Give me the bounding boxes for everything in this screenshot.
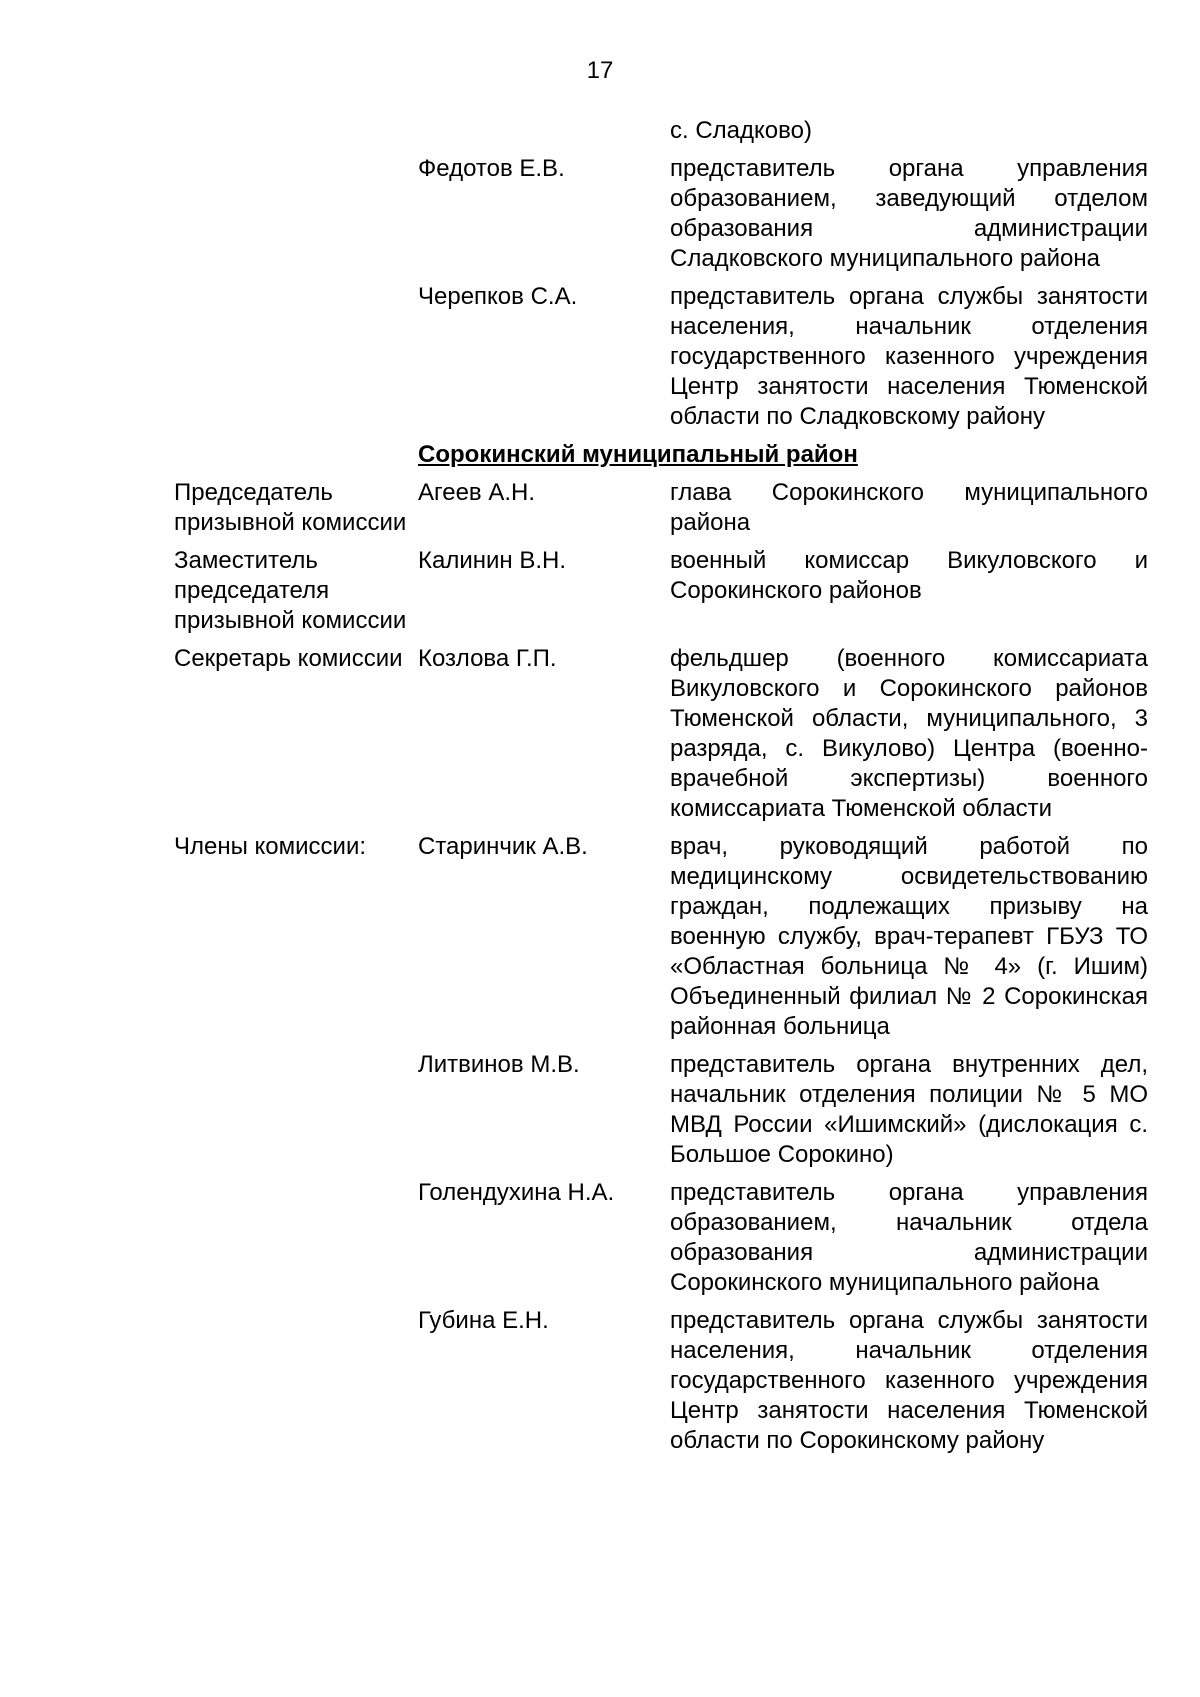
member-description: врач, руководящий работой по медицинскому освидетельствованию граждан, подлежащих призыву на военную службу, врач-терапевт ГБУЗ ТО «Областная больница № 4» (г. Ишим) Объединенный филиал № 2 Сорокинская районная больница [670,833,1148,1040]
continuation-text: с. Сладково) [670,117,812,144]
page-number: 17 [586,57,614,84]
document-body [174,116,1149,1464]
member-role: Председатель призывной комиссии [174,479,407,536]
member-role: Члены комиссии: [174,833,367,860]
member-role: Заместитель председателя призывной комиссии [174,547,407,634]
member-row [174,154,1149,274]
member-row [174,1178,1149,1298]
member-name: Старинчик А.В. [418,833,588,860]
member-name: Голендухина Н.А. [418,1179,615,1206]
member-row [174,1306,1149,1456]
member-row [174,478,1149,538]
member-role: Секретарь комиссии [174,645,403,672]
member-description: военный комиссар Викуловского и Сорокинского районов [670,547,1148,604]
member-description: представитель органа службы занятости населения, начальник отделения государственного казенного учреждения Центр занятости населения Тюменской области по Сладковскому району [670,283,1148,430]
member-row [174,282,1149,432]
member-description: глава Сорокинского муниципального района [670,479,1148,536]
member-row [174,1050,1149,1170]
member-row [174,546,1149,636]
member-name: Литвинов М.В. [418,1051,580,1078]
member-description: представитель органа службы занятости населения, начальник отделения государственного казенного учреждения Центр занятости населения Тюменской области по Сорокинскому району [670,1307,1148,1454]
member-name: Калинин В.Н. [418,547,566,574]
member-description: фельдшер (военного комиссариата Викуловского и Сорокинского районов Тюменской области, муниципального, 3 разряда, с. Викулово) Центра (военно-врачебной экспертизы) военного комиссариата Тюменской области [670,645,1148,822]
member-row [174,832,1149,1042]
member-description: представитель органа внутренних дел, начальник отделения полиции № 5 МО МВД России «Ишимский» (дислокация с. Большое Сорокино) [670,1051,1148,1168]
section-heading: Сорокинский муниципальный район [418,441,858,468]
member-name: Федотов Е.В. [418,155,565,182]
member-description: представитель органа управления образованием, заведующий отделом образования администрации Сладковского муниципального района [670,155,1148,272]
member-name: Козлова Г.П. [418,645,557,672]
member-row [174,644,1149,824]
member-name: Агеев А.Н. [418,479,536,506]
member-description: представитель органа управления образованием, начальник отдела образования администрации Сорокинского муниципального района [670,1179,1148,1296]
member-name: Черепков С.А. [418,283,578,310]
member-name: Губина Е.Н. [418,1307,549,1334]
